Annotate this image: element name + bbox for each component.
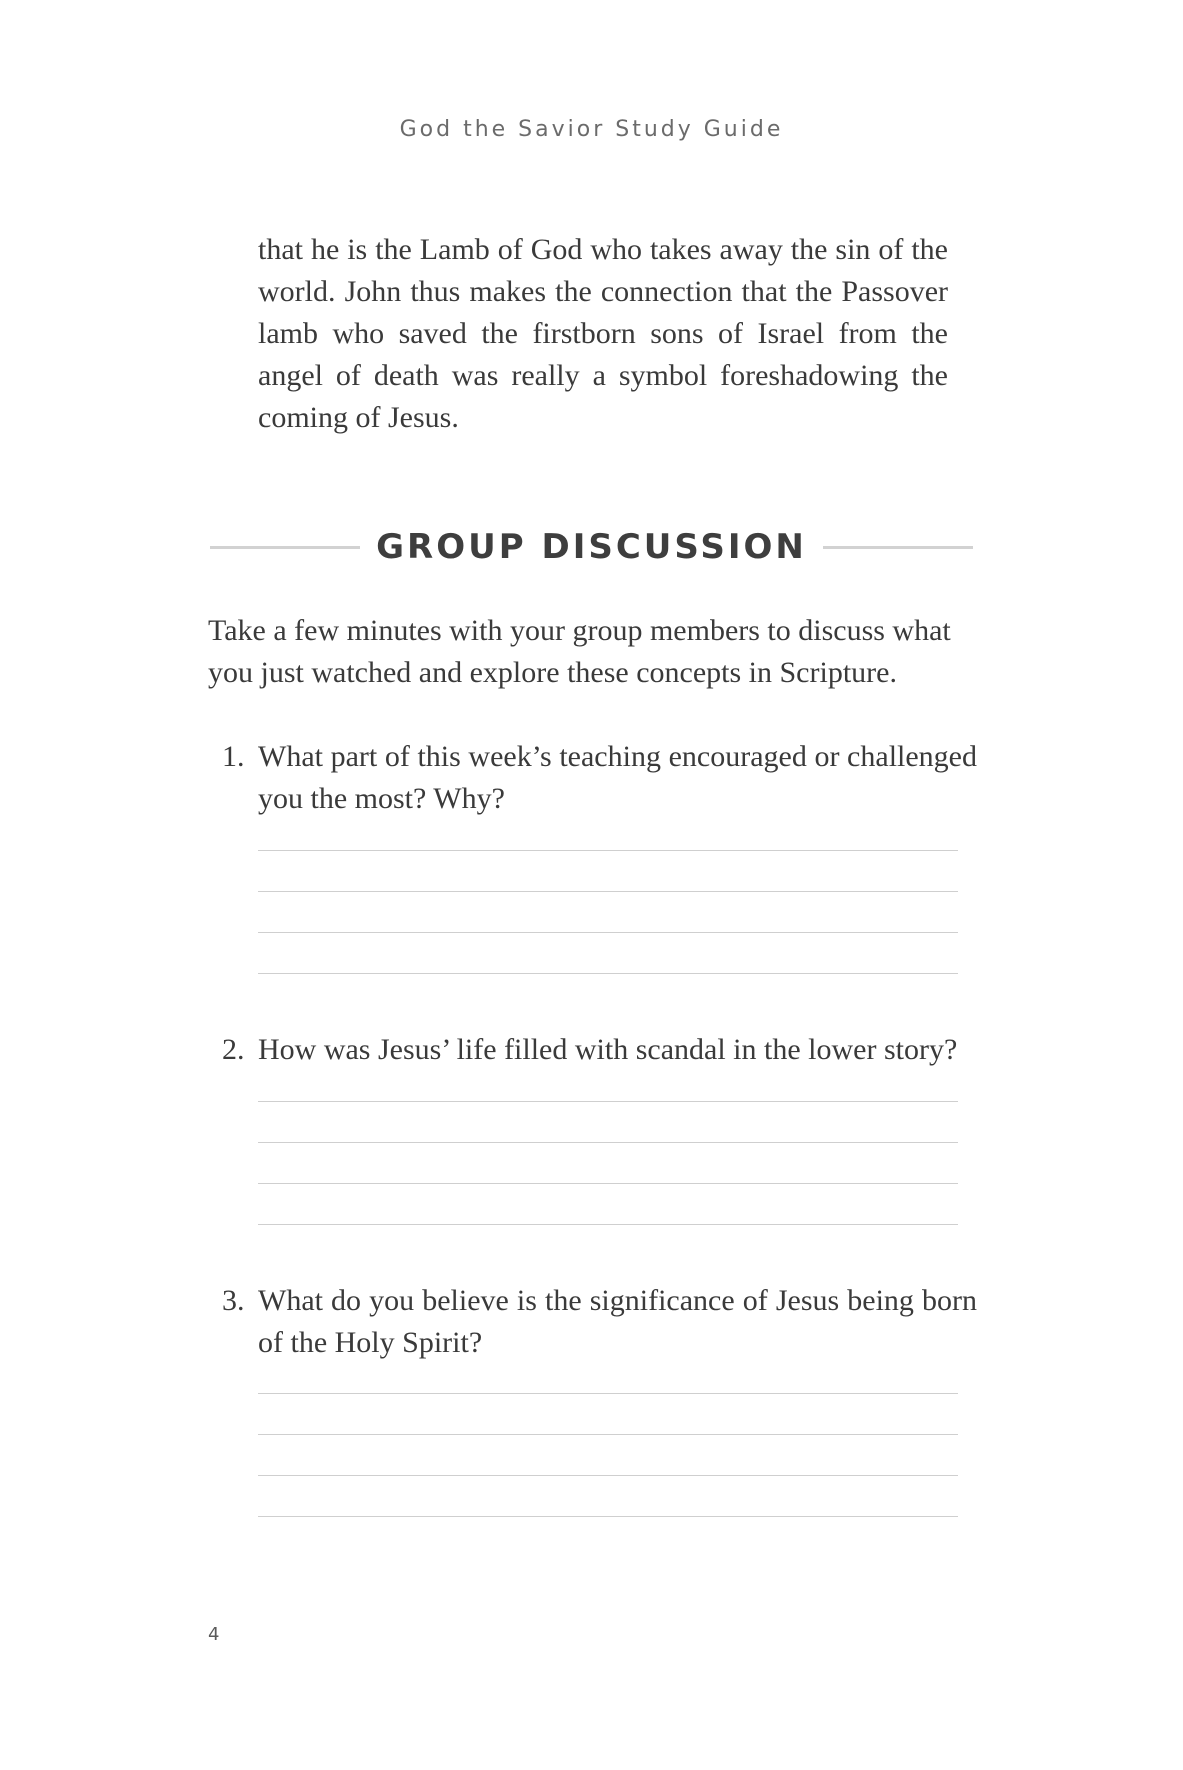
answer-lines-1: [258, 850, 958, 1014]
answer-line[interactable]: [258, 1393, 958, 1394]
intro-paragraph: that he is the Lamb of God who takes away the sin of the world. John thus makes the connection that the Passover lamb who saved the firstborn sons of Israel from the angel of death was really a symbol foreshadowing the coming of Jesus.: [258, 233, 948, 434]
question-1: [222, 736, 977, 820]
answer-lines-2: [258, 1101, 958, 1265]
answer-lines-3: [258, 1393, 958, 1557]
question-text: What part of this week’s teaching encouraged or challenged you the most? Why?: [258, 740, 977, 815]
page-number: 4: [208, 1624, 220, 1645]
section-heading-text: GROUP DISCUSSION: [376, 527, 807, 567]
heading-rule-left: [210, 546, 360, 549]
question-text: What do you believe is the significance of Jesus being born of the Holy Spirit?: [258, 1284, 977, 1359]
section-heading: [210, 521, 973, 573]
question-2: [222, 1029, 977, 1071]
answer-line[interactable]: [258, 1101, 958, 1102]
answer-line[interactable]: [258, 1434, 958, 1435]
answer-line[interactable]: [258, 1183, 958, 1184]
running-header: God the Savior Study Guide: [399, 117, 784, 142]
answer-line[interactable]: [258, 1475, 958, 1476]
question-number: 2.: [222, 1033, 245, 1066]
answer-line[interactable]: [258, 973, 958, 974]
answer-line[interactable]: [258, 932, 958, 933]
question-3: [222, 1280, 977, 1364]
answer-line[interactable]: [258, 1516, 958, 1517]
question-text: How was Jesus’ life filled with scandal in the lower story?: [258, 1033, 958, 1066]
question-number: 1.: [222, 740, 245, 773]
answer-line[interactable]: [258, 1142, 958, 1143]
heading-rule-right: [823, 546, 973, 549]
answer-line[interactable]: [258, 850, 958, 851]
question-number: 3.: [222, 1284, 245, 1317]
instructions-paragraph: Take a few minutes with your group members to discuss what you just watched and explore these concepts in Scripture.: [208, 614, 951, 689]
answer-line[interactable]: [258, 1224, 958, 1225]
answer-line[interactable]: [258, 891, 958, 892]
